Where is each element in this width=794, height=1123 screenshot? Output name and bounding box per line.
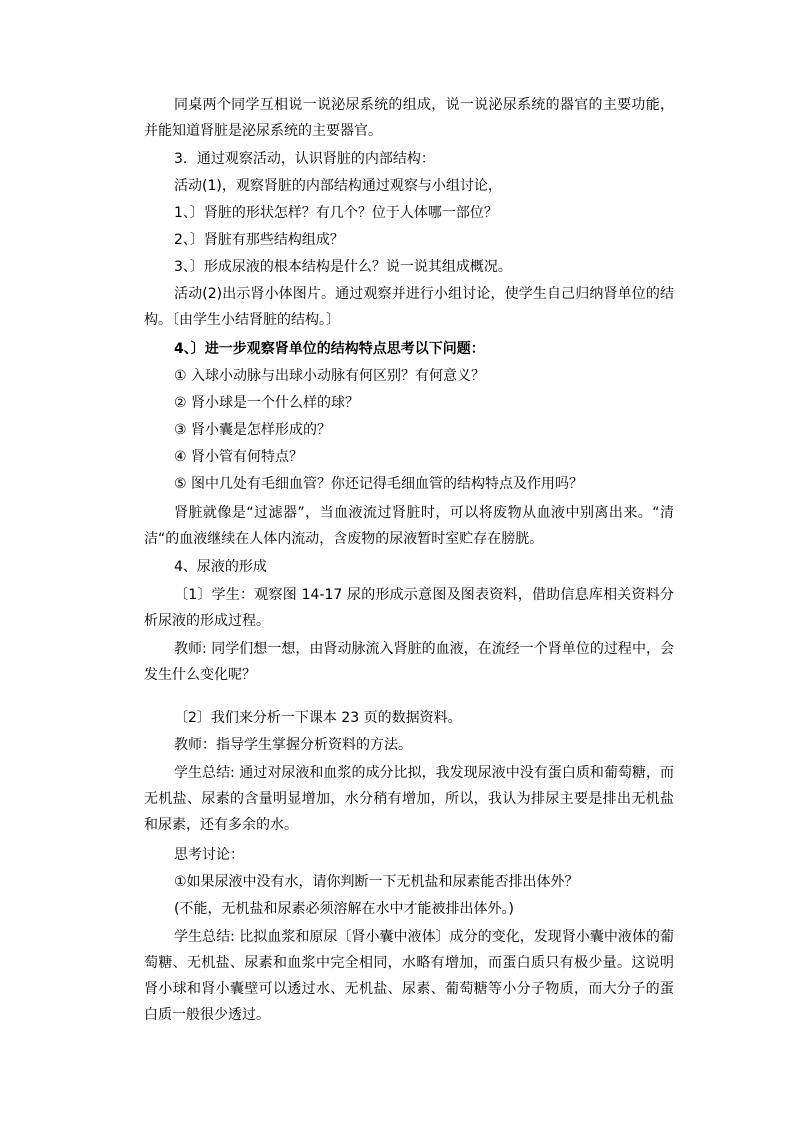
question-3: 3、〕形成尿液的根本结构是什么？说一说其组成概况。 [174,259,512,275]
nephron-question-1: ① 入球小动脉与出球小动脉有何区别？有何意义？ [174,368,485,384]
paragraph-student-summary-2: 学生总结: 比拟血浆和原尿〔肾小囊中液体〕成分的变化，发现肾小囊中液体的葡萄糖、无机盐、尿素和血浆中完全相同，水略有增加，而蛋白质只有极少量。这说明肾小球和肾小囊壁可以透过水、无机盐、尿素、葡萄糖等小分子物质，而大分子的蛋白质一般很少透过。 [144,929,674,1023]
nephron-question-2: ② 肾小球是一个什么样的球？ [174,395,360,411]
question-1: 1、〕肾脏的形状怎样？有几个？位于人体哪一部位？ [174,205,498,221]
paragraph-activity-2: 活动(2)出示肾小体图片。通过观察并进行小组讨论，使学生自己归纳肾单位的结构。〔由学生小结肾脏的结构。〕 [144,286,674,328]
heading-nephron-questions: 4、〕进一步观察肾单位的结构特点思考以下问题： [174,341,485,357]
nephron-question-3: ③ 肾小囊是怎样形成的？ [174,422,332,438]
nephron-question-4: ④ 肾小管有何特点？ [174,449,304,465]
discussion-question: ①如果尿液中没有水，请你判断一下无机盐和尿素能否排出体外？ [174,874,579,890]
heading-kidney-structure: 3．通过观察活动，认识肾脏的内部结构： [174,151,435,167]
heading-urine-formation: 4、尿液的形成 [174,559,267,575]
paragraph-activity-1: 活动(1)，观察肾脏的内部结构通过观察与小组讨论， [174,178,502,194]
discussion-answer: (不能，无机盐和尿素必须溶解在水中才能被排出体外。) [174,901,514,917]
nephron-question-5: ⑤ 图中几处有毛细血管？你还记得毛细血管的结构特点及作用吗？ [174,476,583,492]
paragraph-teacher-question: 教师: 同学们想一想，由肾动脉流入肾脏的血液，在流经一个肾单位的过程中，会发生什么变化呢？ [144,641,674,683]
question-2: 2、〕肾脏有那些结构组成？ [174,232,344,248]
paragraph-data-analysis: 〔2〕我们来分析一下课本 23 页的数据资料。 [174,710,462,726]
paragraph-student-summary-1: 学生总结: 通过对尿液和血浆的成分比拟，我发现尿液中没有蛋白质和葡萄糖，而无机盐、尿素的含量明显增加，水分稍有增加，所以，我认为排尿主要是排出无机盐和尿素，还有多余的水。 [144,765,674,833]
paragraph-filter: 肾脏就像是“过滤器”，当血液流过肾脏时，可以将废物从血液中别离出来。“清洁“的血液继续在人体内流动，含废物的尿液暂时室贮存在膀胱。 [144,505,674,547]
paragraph-teacher-guide: 教师：指导学生掌握分析资料的方法。 [174,737,412,753]
paragraph-intro: 同桌两个同学互相说一说泌尿系统的组成，说一说泌尿系统的器官的主要功能，并能知道肾脏是泌尿系统的主要器官。 [144,97,674,139]
paragraph-student-observe: 〔1〕学生：观察图 14-17 尿的形成示意图及图表资料，借助信息库相关资料分析尿液的形成过程。 [144,587,674,629]
heading-discussion: 思考讨论： [174,847,244,863]
